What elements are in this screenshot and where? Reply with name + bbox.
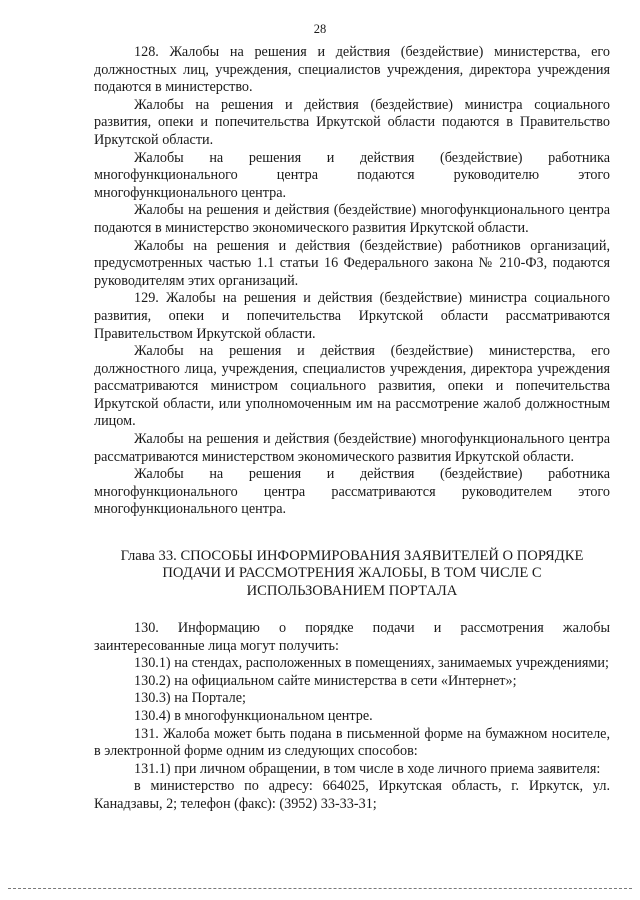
paragraph: Жалобы на решения и действия (бездействие) министерства, его должностного лица, учреждения, специалистов учреждения, директора учреждения рассматриваются министром социального развития, опеки и попечительства Иркутской области, или уполномоченным им на рассмотрение жалоб должностным лицом. bbox=[94, 343, 610, 430]
page-number: 28 bbox=[313, 22, 327, 36]
paragraph: Жалобы на решения и действия (бездействие) министра социального развития, опеки и попечительства Иркутской области подаются в Правительство Иркутской области. bbox=[94, 96, 610, 148]
paragraph: 130.4) в многофункциональном центре. bbox=[134, 707, 373, 724]
paragraph: 131.1) при личном обращении, в том числе в ходе личного приема заявителя: bbox=[134, 760, 601, 777]
paragraph: 128. Жалобы на решения и действия (бездействие) министерства, его должностных лиц, учреждения, специалистов учреждения, директора учреждения подаются в министерство. bbox=[94, 44, 610, 96]
paragraph: 130.2) на официальном сайте министерства в сети «Интернет»; bbox=[134, 672, 517, 689]
paragraph: 131. Жалоба может быть подана в письменной форме на бумажном носителе, в электронной форме одним из следующих способов: bbox=[94, 725, 610, 760]
footer-divider bbox=[8, 888, 632, 889]
section-128-129 bbox=[94, 44, 610, 519]
paragraph: Жалобы на решения и действия (бездействие) работников организаций, предусмотренных частью 1.1 статьи 16 Федерального закона № 210-ФЗ, подаются руководителям этих организаций. bbox=[94, 237, 610, 289]
paragraph: 130. Информацию о порядке подачи и рассмотрения жалобы заинтересованные лица могут получить: bbox=[94, 620, 610, 654]
paragraph: Жалобы на решения и действия (бездействие) работника многофункционального центра рассматриваются руководителем этого многофункционального центра. bbox=[94, 466, 610, 518]
paragraph: 130.3) на Портале; bbox=[134, 690, 246, 707]
paragraph: Жалобы на решения и действия (бездействие) работника многофункционального центра подаются руководителю этого многофункционального центра. bbox=[94, 149, 610, 201]
paragraph: Жалобы на решения и действия (бездействие) многофункционального центра рассматриваются министерством экономического развития Иркутской области. bbox=[94, 431, 610, 465]
section-130-131 bbox=[94, 620, 610, 814]
chapter-heading: Глава 33. СПОСОБЫ ИНФОРМИРОВАНИЯ ЗАЯВИТЕЛЕЙ О ПОРЯДКЕ ПОДАЧИ И РАССМОТРЕНИЯ ЖАЛОБЫ, В ТОМ ЧИСЛЕ С ИСПОЛЬЗОВАНИЕМ ПОРТАЛА bbox=[120, 548, 584, 599]
paragraph: 129. Жалобы на решения и действия (бездействие) министра социального развития, опеки и попечительства Иркутской области рассматриваются Правительством Иркутской области. bbox=[94, 290, 610, 342]
paragraph: в министерство по адресу: 664025, Иркутская область, г. Иркутск, ул. Канадзавы, 2; телефон (факс): (3952) 33-33-31; bbox=[94, 778, 610, 812]
paragraph: Жалобы на решения и действия (бездействие) многофункционального центра подаются в министерство экономического развития Иркутской области. bbox=[94, 202, 610, 236]
paragraph: 130.1) на стендах, расположенных в помещениях, занимаемых учреждениями; bbox=[134, 655, 609, 672]
